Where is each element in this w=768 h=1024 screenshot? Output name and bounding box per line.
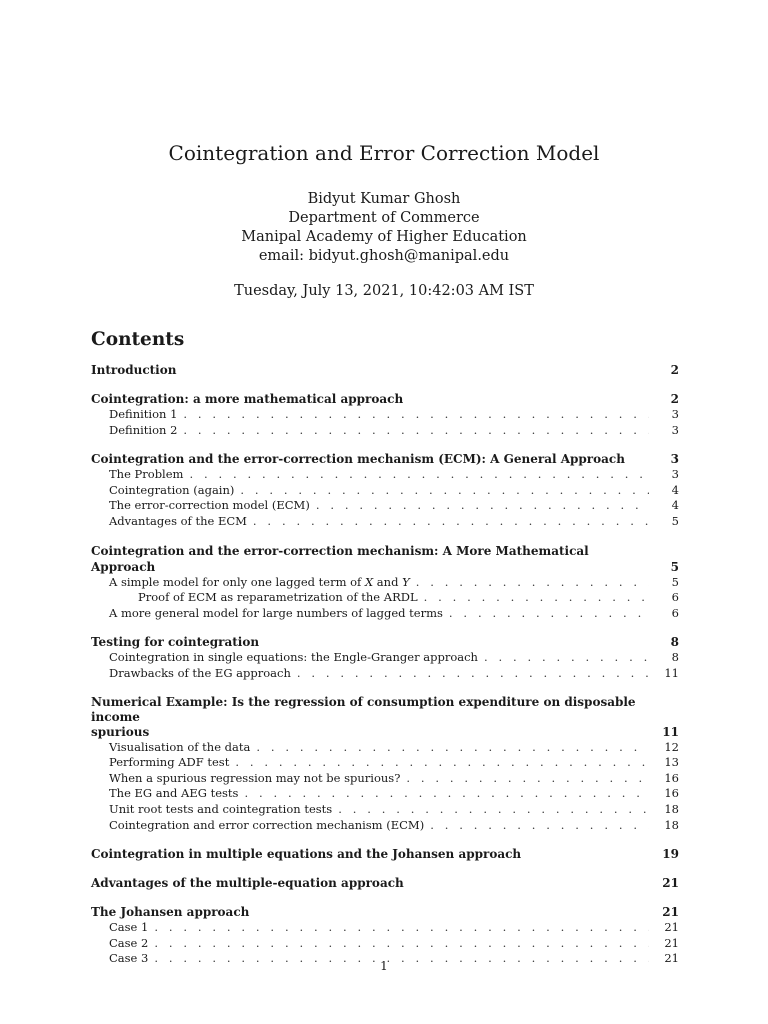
toc-leader-dots xyxy=(338,802,649,818)
toc-section-title: Cointegration in multiple equations and the Johansen approach xyxy=(91,847,522,862)
toc-entry[interactable] xyxy=(91,802,679,818)
toc-entry-title: Unit root tests and cointegration tests xyxy=(109,801,333,816)
toc-entry-title: The error-correction model (ECM) xyxy=(109,498,310,513)
toc-entry[interactable] xyxy=(91,666,679,682)
toc-entry-title: Visualisation of the data xyxy=(109,739,251,754)
table-of-contents xyxy=(91,362,679,967)
toc-entry-title: Cointegration (again) xyxy=(109,482,235,497)
toc-leader-dots xyxy=(183,407,649,423)
toc-section-title: Introduction xyxy=(91,363,177,377)
toc-leader-dots xyxy=(424,590,649,606)
toc-entry-title: Advantages of the ECM xyxy=(109,513,247,528)
toc-leader-dots xyxy=(297,666,649,682)
toc-entry[interactable] xyxy=(91,740,679,756)
toc-section-title-line1: Numerical Example: Is the regression of consumption expenditure on disposable income xyxy=(91,694,636,724)
toc-section-title: Advantages of the multiple-equation approach xyxy=(91,876,404,891)
toc-section-page: 2 xyxy=(670,363,679,377)
page-number: 1 xyxy=(380,959,388,973)
toc-entry[interactable] xyxy=(91,483,679,499)
toc-entry-page: 18 xyxy=(664,801,679,816)
document-title: Cointegration and Error Correction Model xyxy=(168,141,600,165)
toc-entry[interactable] xyxy=(91,755,679,771)
variable-x: X xyxy=(364,574,374,589)
toc-section-page: 21 xyxy=(662,905,679,920)
toc-leader-dots xyxy=(430,818,649,834)
toc-section-title: The Johansen approach xyxy=(91,905,250,920)
toc-entry-title: When a spurious regression may not be spurious? xyxy=(109,770,401,785)
toc-entry[interactable] xyxy=(91,650,679,666)
toc-section-page: 5 xyxy=(670,559,679,574)
toc-entry-page: 8 xyxy=(671,650,679,665)
toc-entry[interactable] xyxy=(91,786,679,802)
toc-section-title: Cointegration and the error-correction mechanism (ECM): A General Approach xyxy=(91,452,625,467)
toc-section-page: 3 xyxy=(670,452,679,467)
toc-entry[interactable] xyxy=(91,423,679,439)
toc-section[interactable] xyxy=(91,695,679,740)
toc-entry-page: 3 xyxy=(671,467,679,482)
toc-section[interactable] xyxy=(91,875,679,891)
variable-y: Y xyxy=(402,574,410,589)
toc-entry-title: The Problem xyxy=(109,467,184,482)
toc-entry-title: Cointegration in single equations: the Engle-Granger approach xyxy=(109,650,478,665)
toc-leader-dots xyxy=(449,606,649,622)
toc-entry-page: 3 xyxy=(671,407,679,421)
toc-section-page: 21 xyxy=(662,876,679,891)
toc-entry-page: 11 xyxy=(664,665,679,680)
toc-entry[interactable] xyxy=(91,498,679,514)
toc-entry-title: Definition 2 xyxy=(109,422,178,437)
toc-section-title: Cointegration: a more mathematical approach xyxy=(91,392,404,406)
toc-leader-dots xyxy=(235,755,649,771)
toc-section[interactable] xyxy=(91,391,679,407)
toc-leader-dots xyxy=(154,920,649,936)
toc-section[interactable] xyxy=(91,362,679,378)
author-block xyxy=(0,190,768,266)
toc-entry-page: 3 xyxy=(671,422,679,437)
toc-entry-title: Case 2 xyxy=(109,935,149,950)
toc-section[interactable] xyxy=(91,904,679,920)
toc-entry-page: 16 xyxy=(664,786,679,801)
toc-entry-page: 6 xyxy=(671,590,679,605)
toc-leader-dots xyxy=(406,771,649,787)
toc-entry-page: 18 xyxy=(664,817,679,832)
toc-entry-page: 6 xyxy=(671,605,679,620)
toc-leader-dots xyxy=(154,936,649,952)
toc-entry-page: 12 xyxy=(664,739,679,754)
toc-entry-title: Case 1 xyxy=(109,920,149,935)
toc-entry-title: Cointegration and error correction mechanism (ECM) xyxy=(109,817,425,832)
toc-section-page: 8 xyxy=(670,635,679,650)
toc-entry[interactable] xyxy=(91,575,679,591)
toc-entry-page: 13 xyxy=(664,755,679,770)
toc-entry[interactable] xyxy=(91,407,679,423)
toc-entry-page: 5 xyxy=(671,513,679,528)
toc-entry-title: A simple model for only one lagged term of X and Y xyxy=(109,574,410,589)
toc-section[interactable] xyxy=(91,846,679,862)
toc-entry-title: A more general model for large numbers of lagged terms xyxy=(109,605,443,620)
toc-entry-title: The EG and AEG tests xyxy=(109,786,239,801)
toc-section-title-line2: spurious xyxy=(91,724,150,739)
toc-section-page: 19 xyxy=(662,847,679,862)
contents-heading: Contents xyxy=(91,329,185,350)
toc-leader-dots xyxy=(189,467,649,483)
toc-entry-page: 16 xyxy=(664,770,679,785)
toc-entry-page: 21 xyxy=(664,920,679,935)
toc-entry[interactable] xyxy=(91,818,679,834)
author-institution: Manipal Academy of Higher Education xyxy=(241,229,527,245)
toc-section[interactable] xyxy=(91,543,679,575)
toc-leader-dots xyxy=(244,786,649,802)
toc-entry[interactable] xyxy=(91,590,679,606)
toc-entry-title: Case 3 xyxy=(109,951,149,966)
author-department: Department of Commerce xyxy=(288,210,480,226)
toc-entry-page: 21 xyxy=(664,935,679,950)
toc-leader-dots xyxy=(416,575,649,591)
toc-entry-page: 5 xyxy=(671,574,679,589)
toc-section-title: Cointegration and the error-correction mechanism: A More Mathematical Approach xyxy=(91,543,589,574)
toc-entry[interactable] xyxy=(91,514,679,530)
toc-entry-title: Proof of ECM as reparametrization of the ARDL xyxy=(138,590,418,605)
toc-leader-dots xyxy=(484,650,649,666)
toc-entry-page: 4 xyxy=(671,482,679,497)
toc-section[interactable] xyxy=(91,451,679,467)
toc-entry[interactable] xyxy=(91,467,679,483)
author-email: email: bidyut.ghosh@manipal.edu xyxy=(258,248,510,264)
toc-entry[interactable] xyxy=(91,920,679,936)
toc-section-title: Testing for cointegration xyxy=(91,635,260,650)
toc-entry-page: 21 xyxy=(664,951,679,966)
document-date: Tuesday, July 13, 2021, 10:42:03 AM IST xyxy=(234,283,534,299)
toc-entry[interactable] xyxy=(91,771,679,787)
toc-leader-dots xyxy=(183,423,649,439)
toc-leader-dots xyxy=(256,740,649,756)
toc-entry-title: Performing ADF test xyxy=(109,755,230,770)
toc-entry-title: Definition 1 xyxy=(109,407,178,421)
toc-entry[interactable] xyxy=(91,936,679,952)
toc-section[interactable] xyxy=(91,634,679,650)
toc-section-page: 2 xyxy=(670,392,679,406)
author-name: Bidyut Kumar Ghosh xyxy=(307,191,461,207)
toc-entry-title: Drawbacks of the EG approach xyxy=(109,665,291,680)
toc-leader-dots xyxy=(253,514,649,530)
toc-leader-dots xyxy=(316,498,649,514)
toc-section-page: 11 xyxy=(662,724,679,739)
toc-leader-dots xyxy=(240,483,649,499)
toc-entry[interactable] xyxy=(91,606,679,622)
toc-entry-page: 4 xyxy=(671,498,679,513)
